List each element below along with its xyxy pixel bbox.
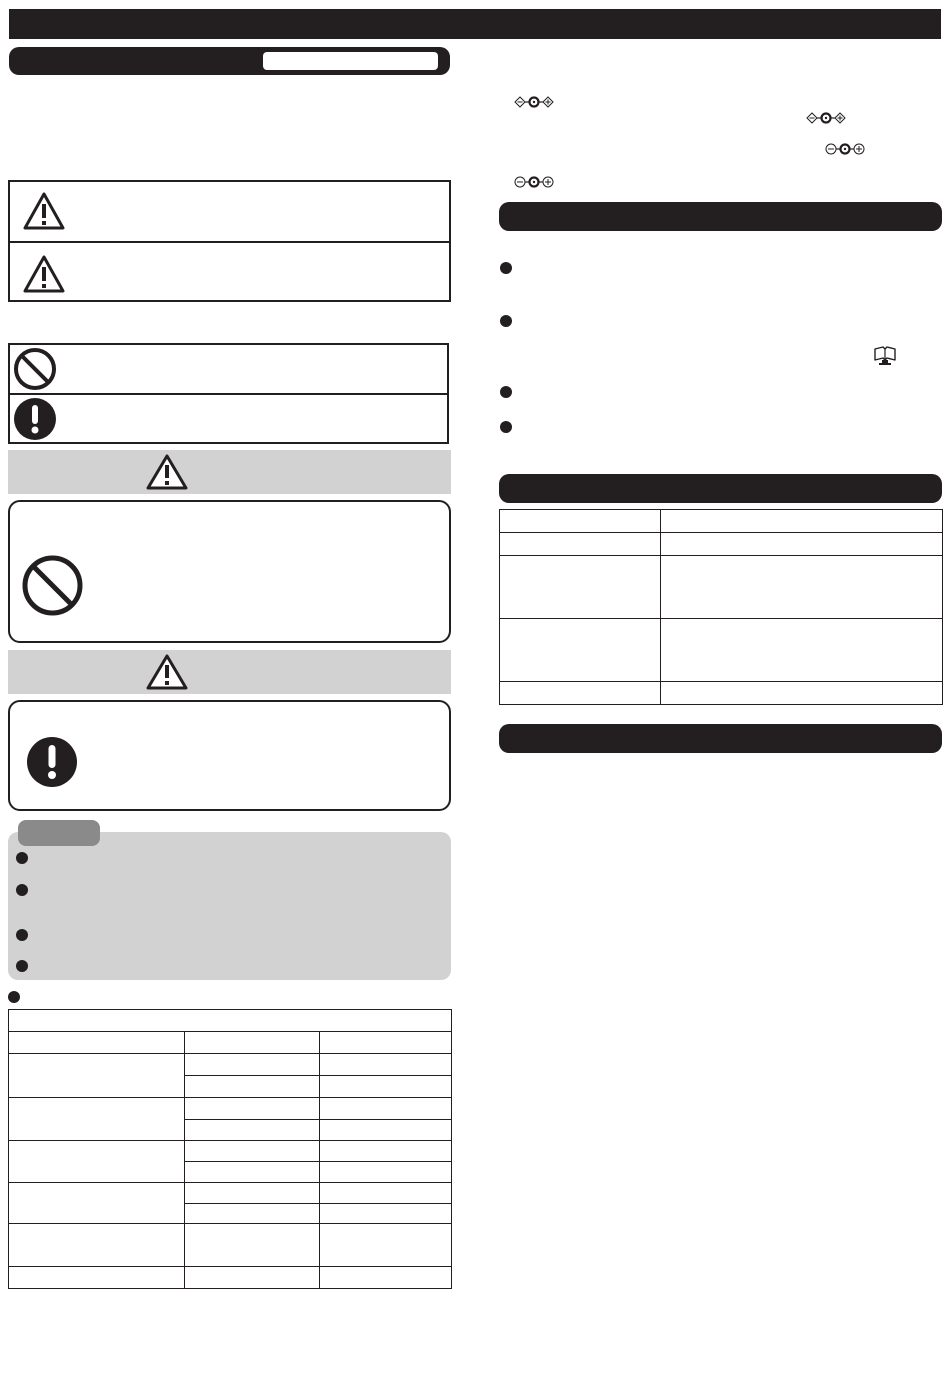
table-row bbox=[9, 1267, 452, 1289]
bullet-dot bbox=[8, 991, 20, 1003]
table-cell bbox=[320, 1098, 452, 1120]
table-cell bbox=[661, 533, 943, 556]
table-cell bbox=[9, 1098, 185, 1141]
prohibited-icon bbox=[21, 554, 84, 617]
warning-triangle-icon bbox=[145, 453, 189, 491]
bullet-dot bbox=[500, 386, 512, 398]
table-cell bbox=[661, 556, 943, 619]
header-bar bbox=[9, 9, 941, 39]
caution-triangle-icon bbox=[22, 254, 66, 294]
table-cell bbox=[320, 1267, 452, 1289]
table-cell bbox=[185, 1204, 320, 1224]
table-cell bbox=[9, 1267, 185, 1289]
table-row bbox=[500, 510, 943, 533]
bullet-dot bbox=[16, 884, 28, 896]
polarity-symbol-icon bbox=[825, 142, 865, 156]
table-cell bbox=[185, 1054, 320, 1076]
table-row bbox=[9, 1141, 452, 1162]
table-row bbox=[9, 1032, 452, 1054]
divider bbox=[8, 393, 449, 395]
table-cell bbox=[320, 1204, 452, 1224]
caution-header-band bbox=[8, 650, 451, 694]
table-cell bbox=[500, 619, 661, 682]
table-row bbox=[500, 619, 943, 682]
table-cell bbox=[185, 1141, 320, 1162]
mandatory-icon bbox=[26, 736, 78, 788]
table-cell bbox=[320, 1141, 452, 1162]
table-cell bbox=[500, 533, 661, 556]
mandatory-icon bbox=[13, 397, 57, 441]
bullet-dot bbox=[500, 315, 512, 327]
bullet-dot bbox=[16, 929, 28, 941]
right-section3-bar bbox=[499, 724, 942, 753]
table-cell bbox=[185, 1120, 320, 1141]
table-cell bbox=[661, 619, 943, 682]
table-row bbox=[9, 1183, 452, 1204]
table-cell bbox=[320, 1054, 452, 1076]
bullet-dot bbox=[16, 960, 28, 972]
warning-triangle-icon bbox=[22, 191, 66, 231]
table-cell bbox=[9, 1141, 185, 1183]
table-cell bbox=[9, 1054, 185, 1098]
caution-triangle-icon bbox=[145, 653, 189, 691]
table-header-cell bbox=[185, 1032, 320, 1054]
bullet-dot bbox=[500, 421, 512, 433]
left-section-badge bbox=[263, 52, 438, 70]
right-section1-bar bbox=[499, 202, 942, 231]
table-cell bbox=[185, 1224, 320, 1267]
table-cell bbox=[185, 1076, 320, 1098]
right-section2-bar bbox=[499, 474, 942, 503]
manual-icon bbox=[873, 346, 897, 366]
bullet-dot bbox=[500, 262, 512, 274]
table-header-cell bbox=[320, 1032, 452, 1054]
spec-table bbox=[8, 1009, 452, 1289]
table-header-cell bbox=[9, 1032, 185, 1054]
notes-box bbox=[8, 832, 451, 980]
table-row bbox=[9, 1054, 452, 1076]
table-cell bbox=[661, 510, 943, 533]
polarity-symbol-icon bbox=[514, 95, 554, 109]
table-cell bbox=[500, 682, 661, 705]
table-cell bbox=[320, 1183, 452, 1204]
table-row bbox=[500, 556, 943, 619]
divider bbox=[8, 241, 451, 243]
table-cell bbox=[320, 1076, 452, 1098]
table-cell bbox=[185, 1267, 320, 1289]
table-cell bbox=[500, 556, 661, 619]
table-caption bbox=[9, 1010, 452, 1032]
table-cell bbox=[320, 1224, 452, 1267]
notes-tab bbox=[18, 820, 100, 846]
table-row bbox=[9, 1098, 452, 1120]
table-cell bbox=[9, 1224, 185, 1267]
table-cell bbox=[320, 1162, 452, 1183]
table-row bbox=[500, 682, 943, 705]
table-cell bbox=[185, 1162, 320, 1183]
table-cell bbox=[185, 1098, 320, 1120]
bullet-dot bbox=[16, 852, 28, 864]
table-cell bbox=[500, 510, 661, 533]
warning-header-band bbox=[8, 450, 451, 494]
polarity-symbol-icon bbox=[806, 111, 846, 125]
table-cell bbox=[320, 1120, 452, 1141]
table-row bbox=[500, 533, 943, 556]
table-cell bbox=[9, 1183, 185, 1224]
spec-table-right bbox=[499, 509, 943, 705]
prohibited-icon bbox=[13, 347, 57, 391]
table-cell bbox=[185, 1183, 320, 1204]
table-row bbox=[9, 1224, 452, 1267]
polarity-symbol-icon bbox=[514, 175, 554, 189]
table-cell bbox=[661, 682, 943, 705]
